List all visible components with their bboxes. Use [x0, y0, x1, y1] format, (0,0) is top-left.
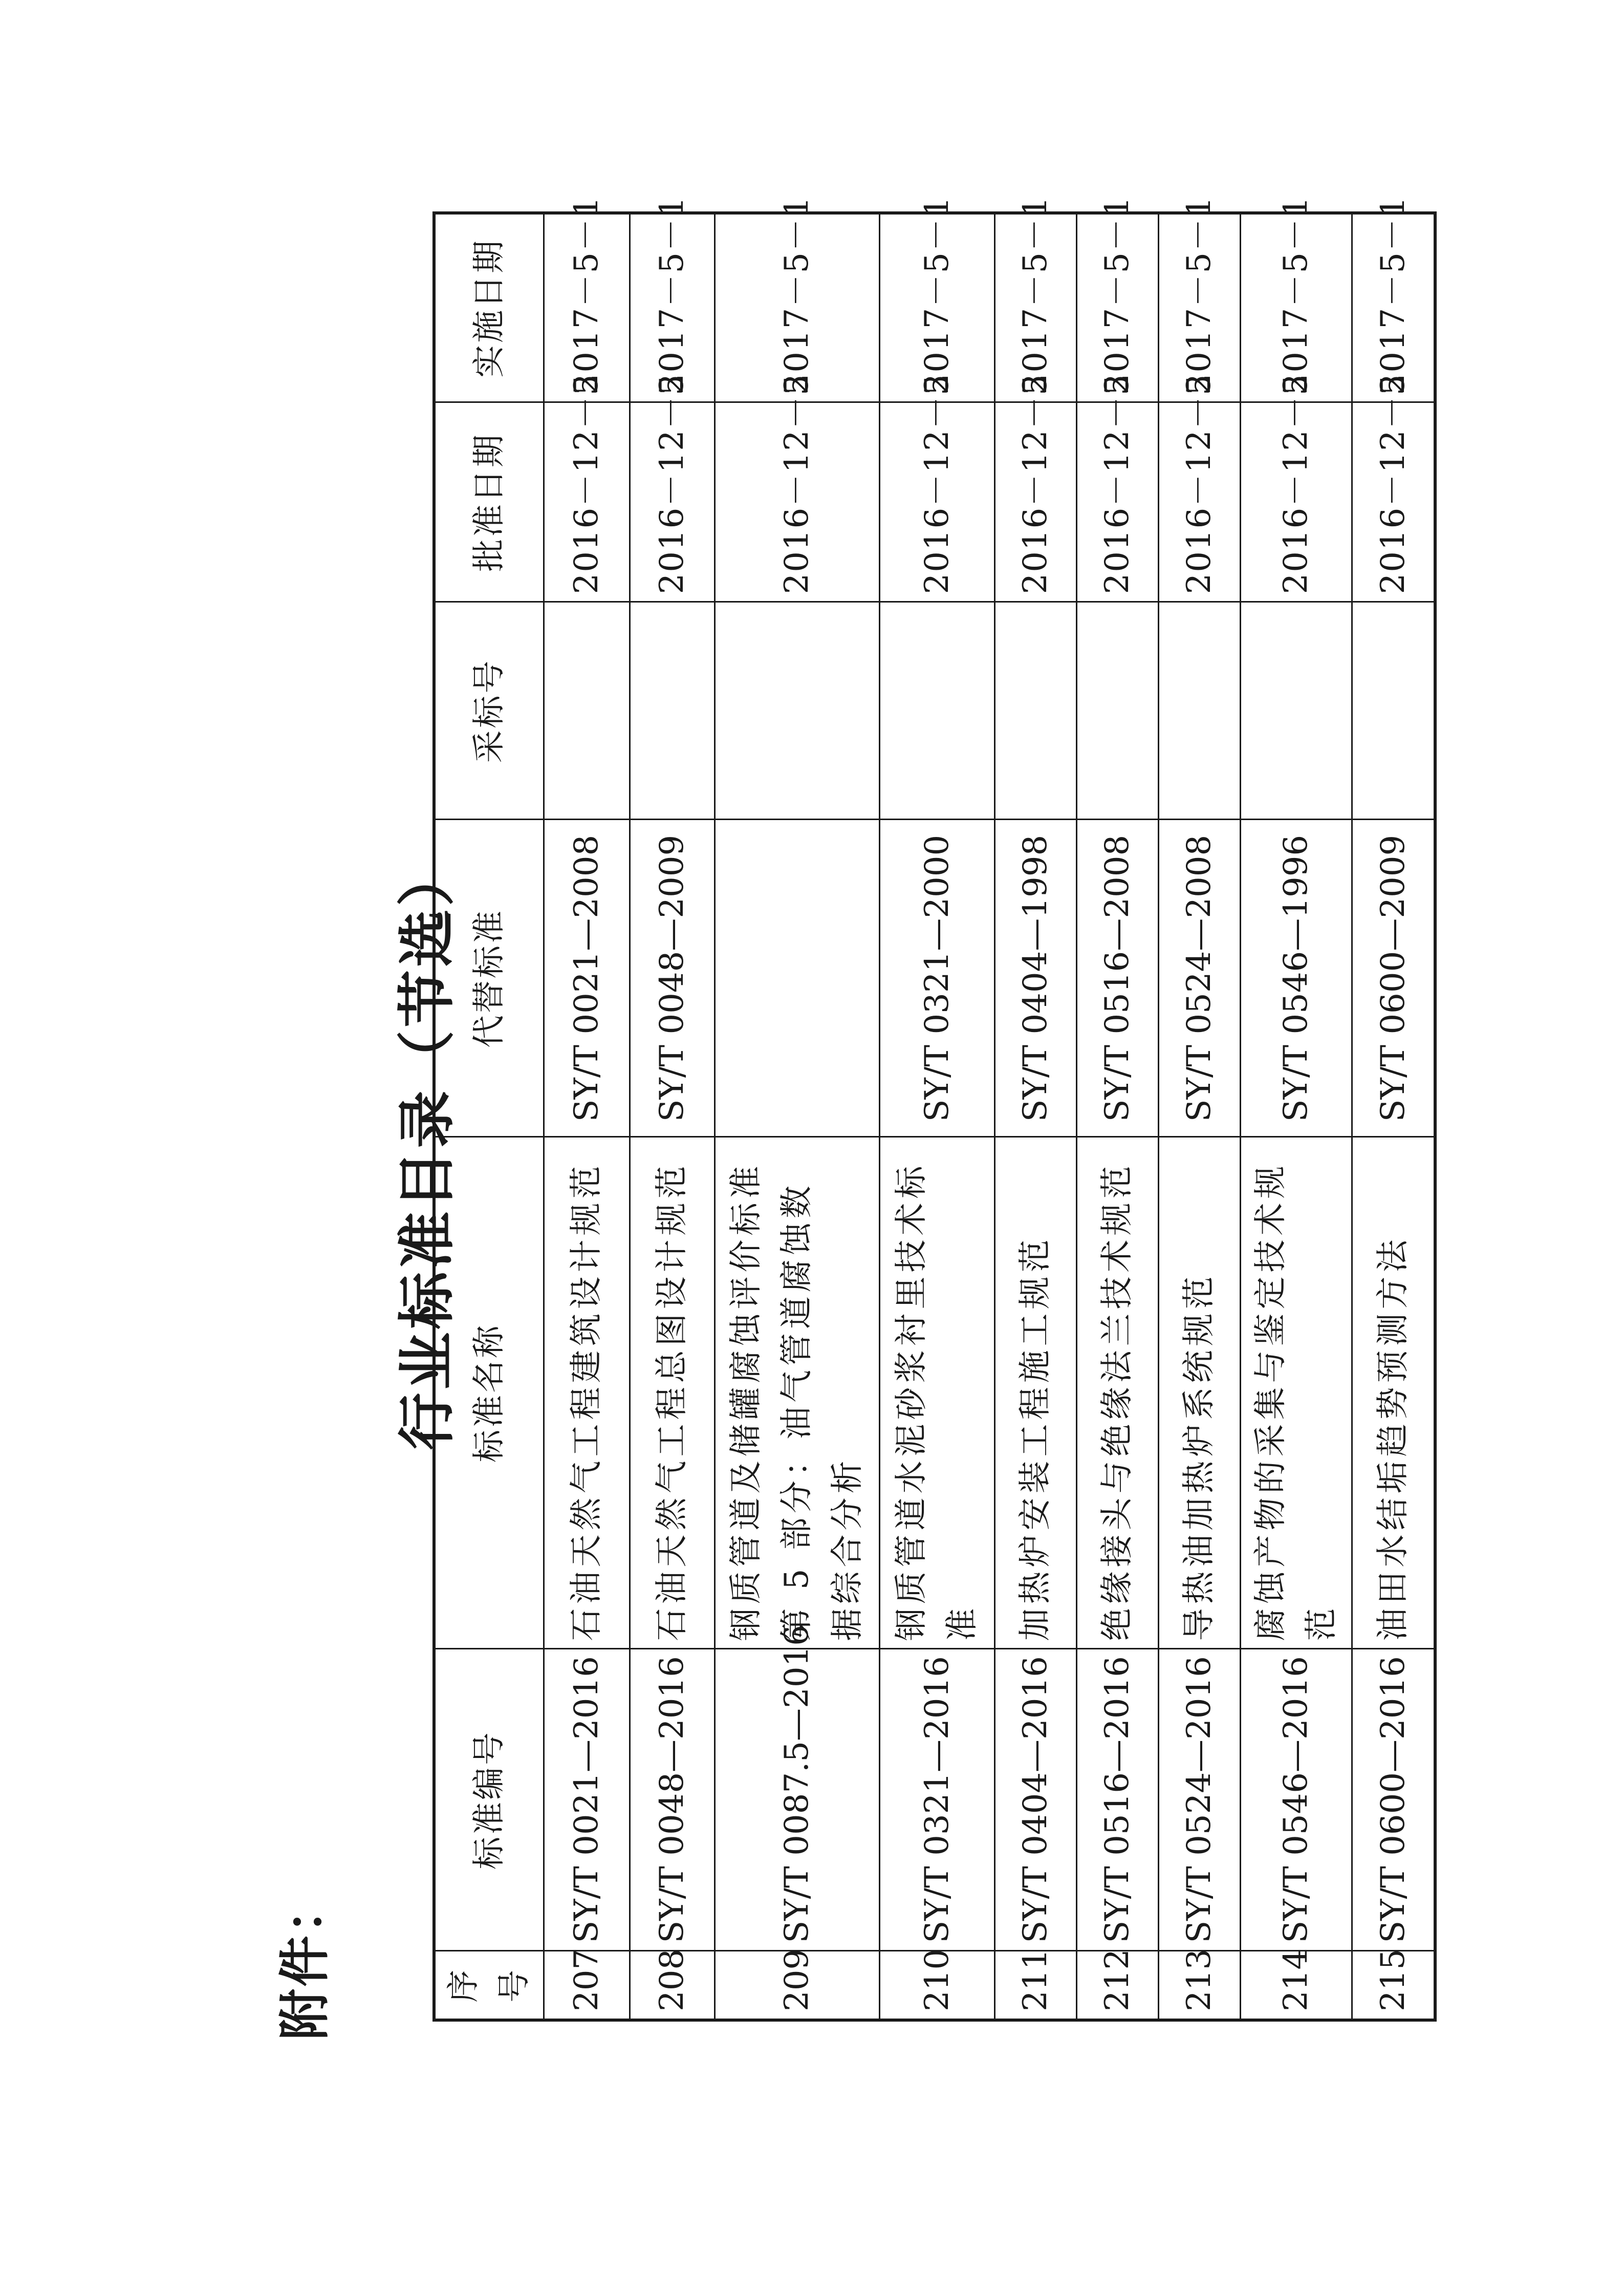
effective-date: 2017－5－1 [630, 213, 715, 402]
col-header-name: 标准名称 [434, 1137, 544, 1649]
row-no: 215 [1352, 1951, 1435, 2020]
replaced-standard: SY/T 0404—1998 [995, 820, 1077, 1137]
effective-date: 2017－5－1 [880, 213, 995, 402]
approval-date: 2016－12－5 [880, 402, 995, 602]
row-no: 207 [544, 1951, 630, 2020]
row-no: 214 [1241, 1951, 1352, 2020]
standard-code: SY/T 0048—2016 [630, 1649, 715, 1951]
standard-name: 油田水结垢趋势预测方法 [1352, 1137, 1435, 1649]
standard-name: 腐蚀产物的采集与鉴定技术规范 [1241, 1137, 1352, 1649]
effective-date: 2017－5－1 [1159, 213, 1241, 402]
approval-date: 2016－12－5 [544, 402, 630, 602]
standard-code: SY/T 0546—2016 [1241, 1649, 1352, 1951]
standard-name: 绝缘接头与绝缘法兰技术规范 [1077, 1137, 1159, 1649]
replaced-standard [715, 820, 880, 1137]
table-row [630, 213, 715, 2020]
approval-date: 2016－12－5 [1077, 402, 1159, 602]
standard-name: 导热油加热炉系统规范 [1159, 1137, 1241, 1649]
row-no: 209 [715, 1951, 880, 2020]
replaced-standard: SY/T 0021—2008 [544, 820, 630, 1137]
standard-code: SY/T 0321—2016 [880, 1649, 995, 1951]
table-row [1241, 213, 1352, 2020]
approval-date: 2016－12－5 [1241, 402, 1352, 602]
standard-code: SY/T 0524—2016 [1159, 1649, 1241, 1951]
table-row [1159, 213, 1241, 2020]
standard-code: SY/T 0516—2016 [1077, 1649, 1159, 1951]
approval-date: 2016－12－5 [1159, 402, 1241, 602]
table-row [880, 213, 995, 2020]
table-row [715, 213, 880, 2020]
adopted-number [715, 602, 880, 820]
effective-date: 2017－5－1 [544, 213, 630, 402]
attachment-label: 附件： [275, 1880, 335, 2040]
row-no: 213 [1159, 1951, 1241, 2020]
col-header-replaces: 代替标准 [434, 820, 544, 1137]
adopted-number [1352, 602, 1435, 820]
effective-date: 2017－5－1 [1241, 213, 1352, 402]
adopted-number [880, 602, 995, 820]
effective-date: 2017－5－1 [1352, 213, 1435, 402]
standard-code: SY/T 0404—2016 [995, 1649, 1077, 1951]
standard-code: SY/T 0600—2016 [1352, 1649, 1435, 1951]
standard-code: SY/T 0021—2016 [544, 1649, 630, 1951]
row-no: 210 [880, 1951, 995, 2020]
table-header-row [434, 213, 544, 2020]
standard-name: 石油天然气工程建筑设计规范 [544, 1137, 630, 1649]
standard-name: 加热炉安装工程施工规范 [995, 1137, 1077, 1649]
approval-date: 2016－12－5 [1352, 402, 1435, 602]
standards-table [432, 196, 1437, 2022]
adopted-number [1241, 602, 1352, 820]
standard-code: SY/T 0087.5—2016 [715, 1649, 880, 1951]
replaced-standard: SY/T 0546—1996 [1241, 820, 1352, 1137]
effective-date: 2017－5－1 [1077, 213, 1159, 402]
col-header-no: 序号 [434, 1951, 544, 2020]
adopted-number [544, 602, 630, 820]
row-no: 211 [995, 1951, 1077, 2020]
standard-name: 钢质管道水泥砂浆衬里技术标准 [880, 1137, 995, 1649]
adopted-number [1077, 602, 1159, 820]
replaced-standard: SY/T 0516—2008 [1077, 820, 1159, 1137]
row-no: 208 [630, 1951, 715, 2020]
table-row [544, 213, 630, 2020]
approval-date: 2016－12－5 [630, 402, 715, 602]
standard-name: 石油天然气工程总图设计规范 [630, 1137, 715, 1649]
col-header-approved: 批准日期 [434, 402, 544, 602]
adopted-number [1159, 602, 1241, 820]
col-header-code: 标准编号 [434, 1649, 544, 1951]
adopted-number [630, 602, 715, 820]
col-header-adopted: 采标号 [434, 602, 544, 820]
table-row [995, 213, 1077, 2020]
replaced-standard: SY/T 0321—2000 [880, 820, 995, 1137]
document-title: 行业标准目录（节选） [394, 846, 461, 1450]
approval-date: 2016－12－5 [715, 402, 880, 602]
replaced-standard: SY/T 0048—2009 [630, 820, 715, 1137]
col-header-effective: 实施日期 [434, 213, 544, 402]
standard-name: 钢质管道及储罐腐蚀评价标准 第 5 部分：油气管道腐蚀数据综合分析 [715, 1137, 880, 1649]
table-row [1077, 213, 1159, 2020]
replaced-standard: SY/T 0600—2009 [1352, 820, 1435, 1137]
approval-date: 2016－12－5 [995, 402, 1077, 602]
effective-date: 2017－5－1 [995, 213, 1077, 402]
replaced-standard: SY/T 0524—2008 [1159, 820, 1241, 1137]
table-row [1352, 213, 1435, 2020]
row-no: 212 [1077, 1951, 1159, 2020]
effective-date: 2017－5－1 [715, 213, 880, 402]
adopted-number [995, 602, 1077, 820]
